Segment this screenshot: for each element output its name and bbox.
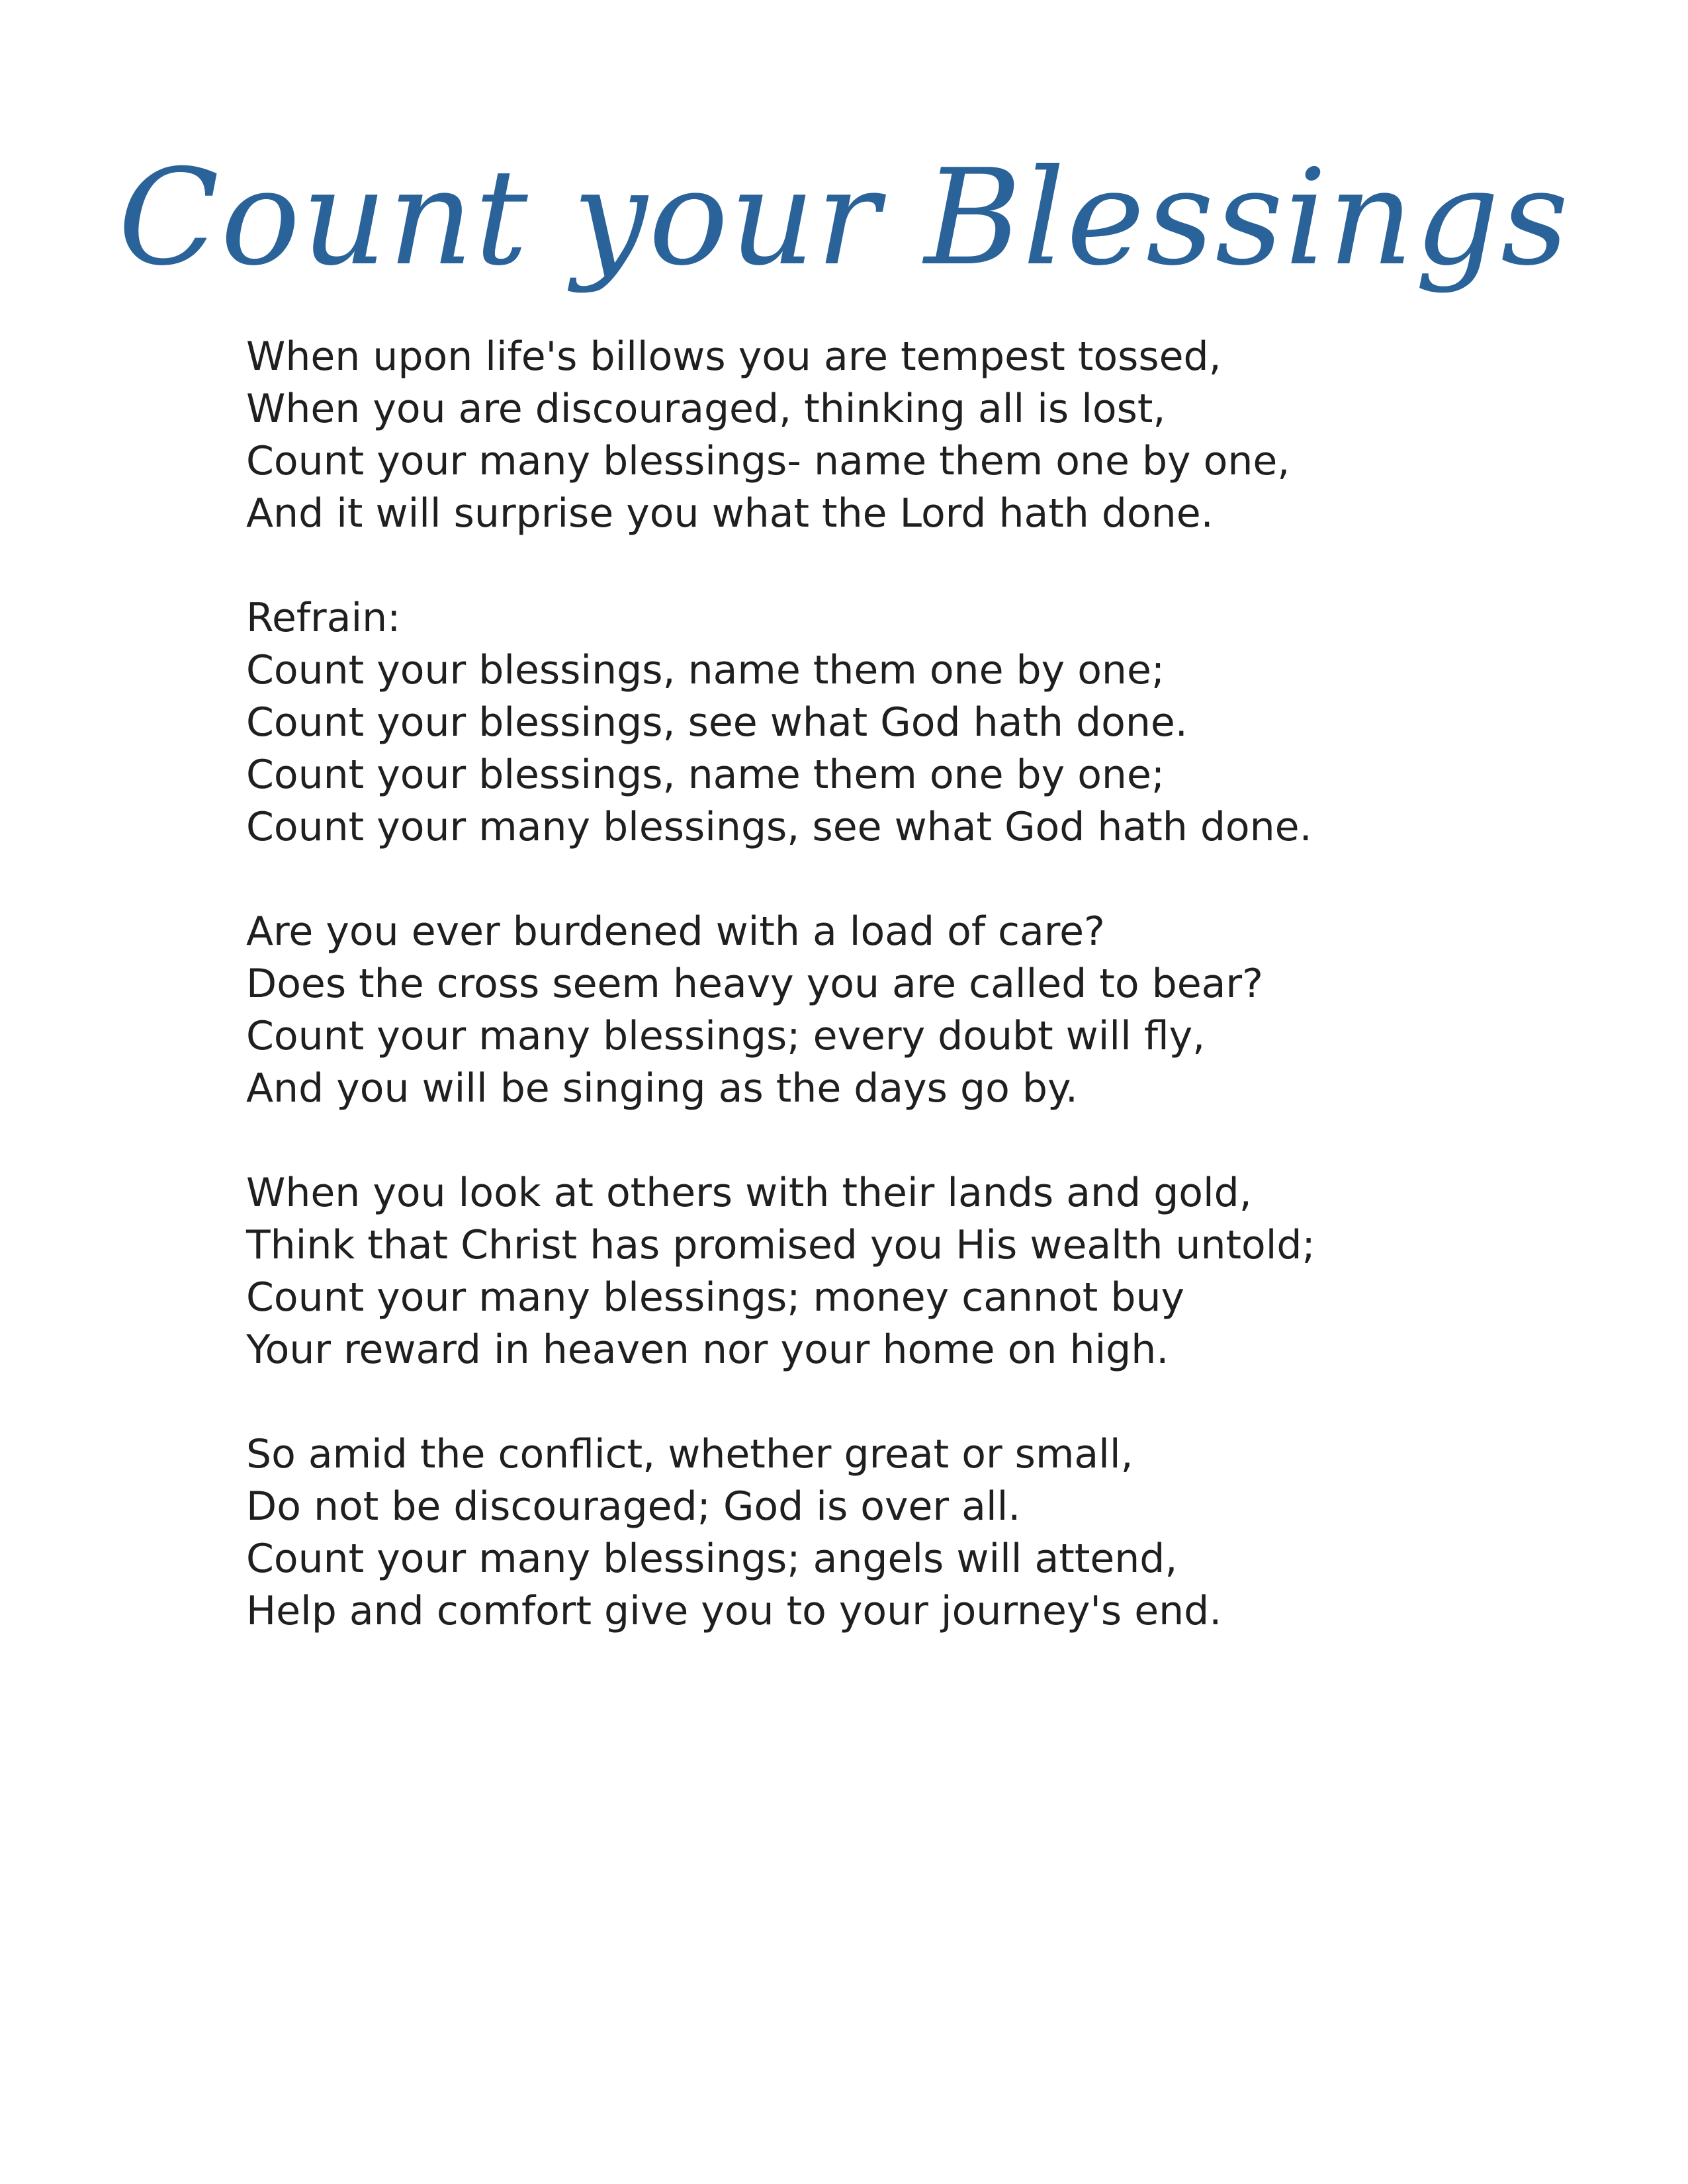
lyric-line: Count your blessings, see what God hath done. [246, 699, 1188, 746]
lyric-line: So amid the conflict, whether great or small, [246, 1431, 1133, 1477]
lyric-line: Your reward in heaven nor your home on high. [246, 1327, 1169, 1373]
lyric-line: Are you ever burdened with a load of care? [246, 908, 1105, 955]
refrain-heading: Refrain: [246, 595, 401, 641]
lyric-line: When you look at others with their lands and gold, [246, 1170, 1252, 1216]
stanza-3 [246, 1167, 1570, 1376]
lyric-line: Count your many blessings, see what God hath done. [246, 804, 1312, 850]
lyrics [246, 331, 1570, 1690]
lyric-line: And you will be singing as the days go by. [246, 1065, 1078, 1112]
stanza-2 [246, 906, 1570, 1115]
lyric-line: Think that Christ has promised you His wealth untold; [246, 1222, 1315, 1268]
lyric-line: When you are discouraged, thinking all is lost, [246, 386, 1166, 432]
refrain [246, 592, 1570, 853]
lyric-line: And it will surprise you what the Lord hath done. [246, 490, 1214, 537]
hymn-title: Count your Blessings [118, 141, 1570, 295]
lyric-line: Count your many blessings- name them one by one, [246, 438, 1290, 484]
stanza-1 [246, 331, 1570, 540]
lyric-line: Count your many blessings; money cannot buy [246, 1274, 1184, 1321]
lyric-line: Count your blessings, name them one by one; [246, 647, 1165, 693]
lyric-line: Help and comfort give you to your journey's end. [246, 1588, 1222, 1634]
lyric-line: Count your blessings, name them one by one; [246, 752, 1165, 798]
lyric-line: Count your many blessings; every doubt will fly, [246, 1013, 1206, 1059]
lyric-line: Do not be discouraged; God is over all. [246, 1483, 1021, 1530]
lyric-line: Count your many blessings; angels will attend, [246, 1536, 1178, 1582]
lyric-line: When upon life's billows you are tempest tossed, [246, 333, 1222, 380]
stanza-4 [246, 1428, 1570, 1638]
lyric-line: Does the cross seem heavy you are called to bear? [246, 961, 1263, 1007]
